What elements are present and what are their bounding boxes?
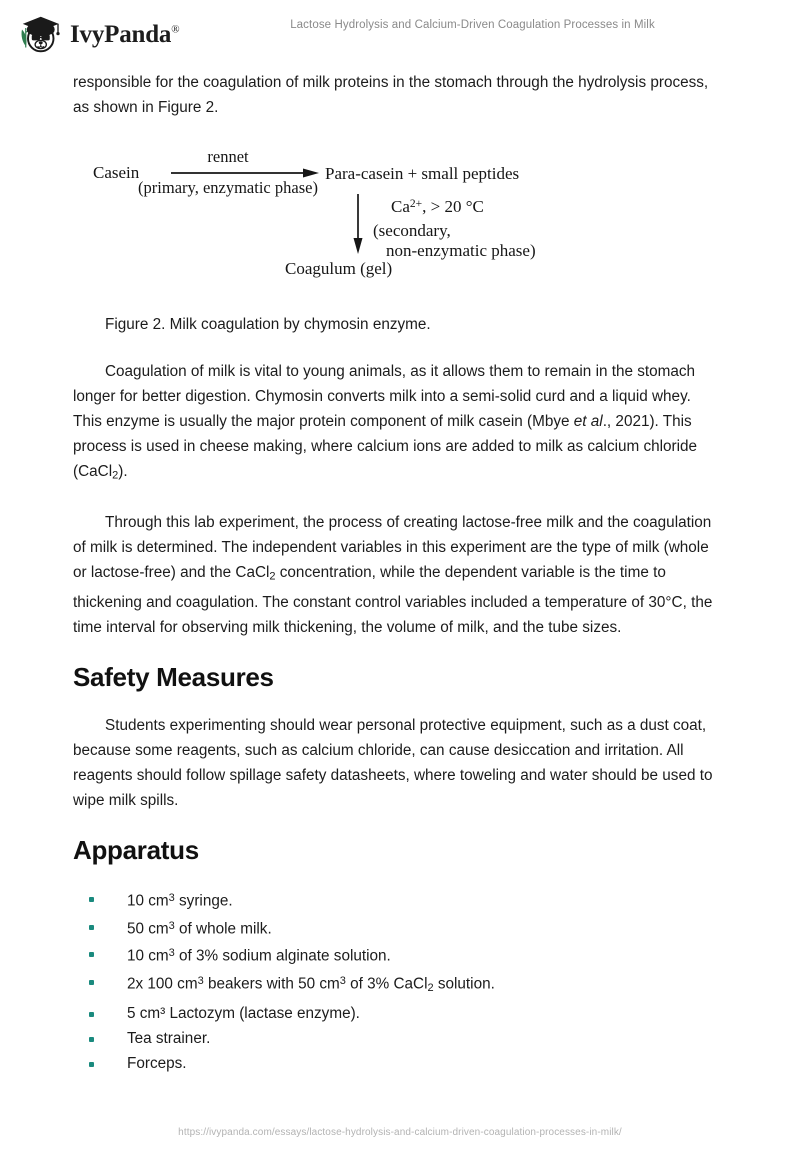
paragraph-coagulation-part1: Coagulation of milk is vital to young animals, as it allows them to remain in the stomach longer for better digestion. Chymosin converts milk into a semi-solid curd and a liquid whey. This enzyme is usually the major protein component of milk casein (Mbye	[73, 363, 696, 430]
document-title: Lactose Hydrolysis and Calcium-Driven Coagulation Processes in Milk	[290, 19, 655, 31]
figure-label-reactant: Casein	[93, 163, 140, 182]
figure-label-vertical-mid: (secondary,	[373, 221, 451, 240]
figure-label-vertical-bottom: non-enzymatic phase)	[386, 241, 536, 260]
figure-label-arrow-top: rennet	[207, 147, 249, 166]
apparatus-list-item: 5 cm³ Lactozym (lactase enzyme).	[73, 1001, 719, 1026]
figure-label-product: Para-casein + small peptides	[325, 164, 520, 183]
apparatus-list	[73, 886, 719, 1076]
figure-2-caption: Figure 2. Milk coagulation by chymosin enzyme.	[105, 316, 431, 333]
brand-logo-link[interactable]	[16, 10, 179, 58]
figure-2-milk-coagulation-diagram	[73, 142, 719, 278]
paragraph-coagulation	[73, 359, 719, 488]
figure-label-vertical-top: $Ca^{2+}$, > 20 °C	[391, 197, 484, 216]
apparatus-list-item: 10 $cm^3$ of 3% sodium alginate solution.	[73, 941, 719, 969]
cacl2-subscript: 2	[269, 570, 276, 583]
paragraph-coagulation-part3: ).	[118, 463, 128, 480]
heading-safety-measures: Safety Measures	[73, 661, 274, 692]
figure-label-final-product: Coagulum (gel)	[285, 259, 393, 278]
apparatus-list-item: 10 $cm^3$ syringe.	[73, 886, 719, 914]
panda-graduate-logo-icon	[16, 10, 64, 58]
paragraph-experiment-part1: Through this lab experiment, the process of creating lactose-free milk and the coagulation of milk is determined. The independent variables in this experiment are the type of milk (whole or lactose-free) and the CaCl	[73, 514, 712, 582]
footer-source-url[interactable]: https://ivypanda.com/essays/lactose-hydrolysis-and-calcium-driven-coagulation-processes-in-milk/	[178, 1127, 622, 1138]
apparatus-list-item: 2x 100 $cm^3$ beakers with 50 $cm^3$ of 3% CaCl$_2$ solution.	[73, 969, 719, 1001]
paragraph-experiment	[73, 510, 719, 639]
apparatus-list-item: 50 $cm^3$ of whole milk.	[73, 914, 719, 942]
figure-label-arrow-bottom: (primary, enzymatic phase)	[138, 178, 318, 197]
heading-apparatus: Apparatus	[73, 835, 199, 866]
registered-trademark-mark: ®	[171, 23, 180, 36]
paragraph-safety: Students experimenting should wear personal protective equipment, such as a dust coat, because some reagents, such as calcium chloride, can cause desiccation and irritation. All reagents should follow spillage safety datasheets, where toweling and water should be used to wipe milk spills.	[73, 717, 713, 810]
brand-name: IvyPanda®	[70, 20, 180, 48]
paragraph-intro: responsible for the coagulation of milk proteins in the stomach through the hydrolysis process, as shown in Figure 2.	[73, 74, 709, 116]
apparatus-list-item: Tea strainer.	[73, 1026, 719, 1051]
document-content	[73, 70, 719, 1076]
paragraph-experiment-part2: concentration, while the dependent variable is the time to thickening and coagulation. The constant control variables included a temperature of 30°C, the time interval for observing milk thickening, the volume of milk, and the tube sizes.	[73, 564, 713, 636]
apparatus-list-item: Forceps.	[73, 1051, 719, 1076]
paragraph-coagulation-part2: ., 2021). This process is used in cheese making, where calcium ions are added to milk as calcium chloride (CaCl	[73, 413, 698, 480]
cacl2-subscript: 2	[112, 469, 119, 482]
citation-et-al: et al	[573, 413, 603, 430]
page-header	[0, 0, 800, 66]
